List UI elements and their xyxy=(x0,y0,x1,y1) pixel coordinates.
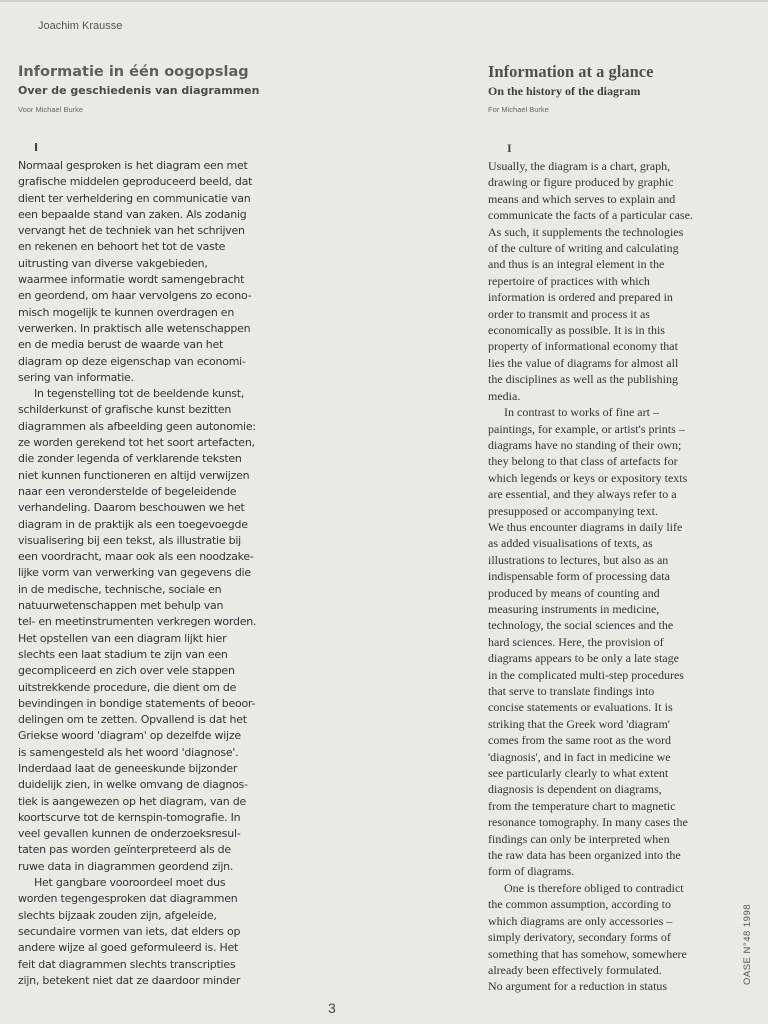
dutch-text-line: slechts bijzaak zouden zijn, afgeleide, xyxy=(18,908,217,922)
dutch-text-line: sering van informatie. xyxy=(18,370,134,384)
dutch-text-line: verwerken. In praktisch alle wetenschappen xyxy=(18,321,251,335)
dutch-text-line: bevindingen in bondige statements of beoor- xyxy=(18,696,256,710)
english-text-line: property of informational economy that xyxy=(488,339,678,354)
english-text-line: which diagrams are only accessories – xyxy=(488,913,673,928)
dutch-text-line: worden tegengesproken dat diagrammen xyxy=(18,892,238,906)
english-text-line: something that has somehow, somewhere xyxy=(488,946,687,961)
dutch-text-line: Het opstellen van een diagram lijkt hier xyxy=(18,631,227,645)
english-text-line: resonance tomography. In many cases the xyxy=(488,815,688,830)
english-text-line: the common assumption, according to xyxy=(488,897,671,912)
english-text-line: which legends or keys or expository texts xyxy=(488,470,688,485)
english-text-line: In contrast to works of fine art – xyxy=(504,405,659,420)
english-body-text xyxy=(488,158,738,995)
dutch-text-line: en de media berust de waarde van het xyxy=(18,338,224,352)
dutch-text-line: Griekse woord 'diagram' op dezelfde wijze xyxy=(18,729,241,743)
english-text-line: order to transmit and process it as xyxy=(488,306,650,321)
english-text-line: as added visualisations of texts, as xyxy=(488,536,653,551)
english-text-line: 'diagnosis', and in fact in medicine we xyxy=(488,749,671,764)
dutch-text-line: een bepaalde stand van zaken. Als zodanig xyxy=(18,207,247,221)
dutch-text-line: is samengesteld als het woord 'diagnose'. xyxy=(18,745,239,759)
english-text-line: As such, it supplements the technologies xyxy=(488,224,684,239)
dutch-text-line: naar een veronderstelde of begeleidende xyxy=(18,484,237,498)
english-dedication: For Michael Burke xyxy=(488,105,549,114)
english-title: Information at a glance xyxy=(488,62,654,81)
dutch-text-line: zijn, betekent niet dat ze daardoor minder xyxy=(18,973,241,987)
dutch-title: Informatie in één oogopslag xyxy=(18,64,249,80)
english-text-line: means and which serves to explain and xyxy=(488,191,676,206)
english-text-line: and thus is an integral element in the xyxy=(488,257,665,272)
english-text-line: hard sciences. Here, the provision of xyxy=(488,634,664,649)
english-text-line: they belong to that class of artefacts for xyxy=(488,454,678,469)
dutch-text-line: In tegenstelling tot de beeldende kunst, xyxy=(34,387,245,401)
dutch-text-line: delingen om te zetten. Opvallend is dat het xyxy=(18,713,247,727)
dutch-dedication: Voor Michael Burke xyxy=(18,105,84,114)
english-text-line: in the complicated multi-step procedures xyxy=(488,667,684,682)
dutch-text-line: een voordracht, maar ook als een noodzake- xyxy=(18,550,254,564)
english-text-line: repertoire of practices with which xyxy=(488,273,650,288)
dutch-text-line: secundaire vormen van iets, dat elders op xyxy=(18,924,241,938)
dutch-text-line: ruwe data in diagrammen geordend zijn. xyxy=(18,859,234,873)
english-text-line: are essential, and they always refer to a xyxy=(488,487,677,502)
dutch-text-line: koortscurve tot de kernspin-tomografie. In xyxy=(18,810,241,824)
dutch-text-line: die zonder legenda of verklarende teksten xyxy=(18,452,242,466)
english-text-line: striking that the Greek word 'diagram' xyxy=(488,716,670,731)
dutch-text-line: waarmee informatie wordt samengebracht xyxy=(18,273,245,287)
english-text-line: Usually, the diagram is a chart, graph, xyxy=(488,159,671,173)
dutch-text-line: grafische middelen geproduceerd beeld, dat xyxy=(18,175,253,189)
dutch-text-line: tiek is aangewezen op het diagram, van de xyxy=(18,794,246,808)
dutch-column xyxy=(18,62,290,989)
english-text-line: from the temperature chart to magnetic xyxy=(488,798,676,813)
english-text-line: economically as possible. It is in this xyxy=(488,323,665,338)
english-text-line: paintings, for example, or artist's prints – xyxy=(488,421,685,436)
dutch-text-line: diagrammen als afbeelding geen autonomie: xyxy=(18,419,256,433)
english-text-line: see particularly clearly to what extent xyxy=(488,766,669,781)
english-text-line: We thus encounter diagrams in daily life xyxy=(488,519,683,534)
dutch-text-line: veel gevallen kunnen de onderzoeksresul- xyxy=(18,827,241,841)
dutch-text-line: Inderdaad laat de geneeskunde bijzonder xyxy=(18,761,238,775)
dutch-text-line: lijke vorm van verwerking van gegevens die xyxy=(18,566,251,580)
english-text-line: comes from the same root as the word xyxy=(488,733,671,748)
dutch-text-line: niet kunnen functioneren en altijd verwijzen xyxy=(18,468,250,482)
author-name: Joachim Krausse xyxy=(38,20,123,32)
english-subtitle: On the history of the diagram xyxy=(488,84,641,98)
english-text-line: One is therefore obliged to contradict xyxy=(504,880,684,895)
english-text-line: lies the value of diagrams for almost all xyxy=(488,355,679,370)
english-text-line: produced by means of counting and xyxy=(488,585,660,600)
english-text-line: measuring instruments in medicine, xyxy=(488,601,660,616)
english-text-line: information is ordered and prepared in xyxy=(488,290,673,305)
page-number: 3 xyxy=(328,1000,336,1016)
english-text-line: diagrams have no standing of their own; xyxy=(488,437,682,452)
dutch-text-line: duidelijk zien, in welke omvang de diagnos- xyxy=(18,778,248,792)
journal-issue-label: OASE N°48 1998 xyxy=(742,903,753,985)
english-section-number: I xyxy=(507,141,512,155)
dutch-text-line: taten pas worden geïnterpreteerd als de xyxy=(18,843,231,857)
dutch-subtitle: Over de geschiedenis van diagrammen xyxy=(18,84,260,97)
english-text-line: simply derivatory, secondary forms of xyxy=(488,930,671,945)
dutch-text-line: en rekenen en behoort het tot de vaste xyxy=(18,240,226,254)
english-text-line: media. xyxy=(488,388,521,403)
english-text-line: diagrams appears to be only a late stage xyxy=(488,651,679,666)
english-text-line: form of diagrams. xyxy=(488,864,575,879)
english-text-line: drawing or figure produced by graphic xyxy=(488,175,674,190)
english-text-line: No argument for a reduction in status xyxy=(488,979,668,994)
dutch-text-line: slechts een laat stadium te zijn van een xyxy=(18,647,228,661)
english-text-line: the raw data has been organized into the xyxy=(488,848,681,863)
english-text-line: technology, the social sciences and the xyxy=(488,618,674,633)
dutch-text-line: Normaal gesproken is het diagram een met xyxy=(18,159,248,172)
english-text-line: presupposed or accompanying text. xyxy=(488,503,658,518)
english-text-line: indispensable form of processing data xyxy=(488,569,670,584)
english-text-line: communicate the facts of a particular case. xyxy=(488,208,693,223)
dutch-text-line: schilderkunst of grafische kunst bezitten xyxy=(18,403,232,417)
dutch-text-line: vervangt het de techniek van het schrijven xyxy=(18,224,245,238)
english-text-line: diagnosis is dependent on diagrams, xyxy=(488,782,662,797)
dutch-text-line: natuurwetenschappen met behulp van xyxy=(18,599,224,613)
dutch-text-line: Het gangbare vooroordeel moet dus xyxy=(34,876,226,890)
dutch-text-line: diagram op deze eigenschap van economi- xyxy=(18,354,246,368)
dutch-text-line: feit dat diagrammen slechts transcripties xyxy=(18,957,236,971)
dutch-text-line: tel- en meetinstrumenten verkregen worden. xyxy=(18,615,257,629)
english-text-line: of the culture of writing and calculating xyxy=(488,241,679,256)
dutch-text-line: in de medische, technische, sociale en xyxy=(18,582,222,596)
dutch-text-line: misch mogelijk te kunnen overdragen en xyxy=(18,305,235,319)
english-text-line: findings can only be interpreted when xyxy=(488,831,670,846)
dutch-text-line: gecompliceerd en zich over vele stappen xyxy=(18,664,235,678)
dutch-text-line: en geordend, om haar vervolgens zo econo- xyxy=(18,289,252,303)
english-column xyxy=(488,62,738,995)
dutch-text-line: uitrusting van diverse vakgebieden, xyxy=(18,256,208,270)
dutch-text-line: visualisering bij een tekst, als illustratie bij xyxy=(18,533,241,547)
dutch-text-line: diagram in de praktijk als een toegevoegde xyxy=(18,517,248,531)
english-text-line: illustrations to lectures, but also as an xyxy=(488,552,669,567)
dutch-text-line: verhandeling. Daarom beschouwen we het xyxy=(18,501,245,515)
dutch-section-number: I xyxy=(34,141,39,154)
dutch-body-text xyxy=(18,158,290,989)
dutch-text-line: andere wijze al goed geformuleerd is. Het xyxy=(18,941,239,955)
english-text-line: concise statements or evaluations. It is xyxy=(488,700,673,715)
dutch-text-line: uitstrekkende procedure, die dient om de xyxy=(18,680,237,694)
dutch-text-line: dient ter verheldering en communicatie van xyxy=(18,191,251,205)
english-text-line: that serve to translate findings into xyxy=(488,684,655,698)
english-text-line: already been effectively formulated. xyxy=(488,962,662,977)
dutch-text-line: ze worden gerekend tot het soort artefacten, xyxy=(18,436,255,450)
english-text-line: the disciplines as well as the publishing xyxy=(488,372,678,387)
top-rule xyxy=(0,0,768,2)
